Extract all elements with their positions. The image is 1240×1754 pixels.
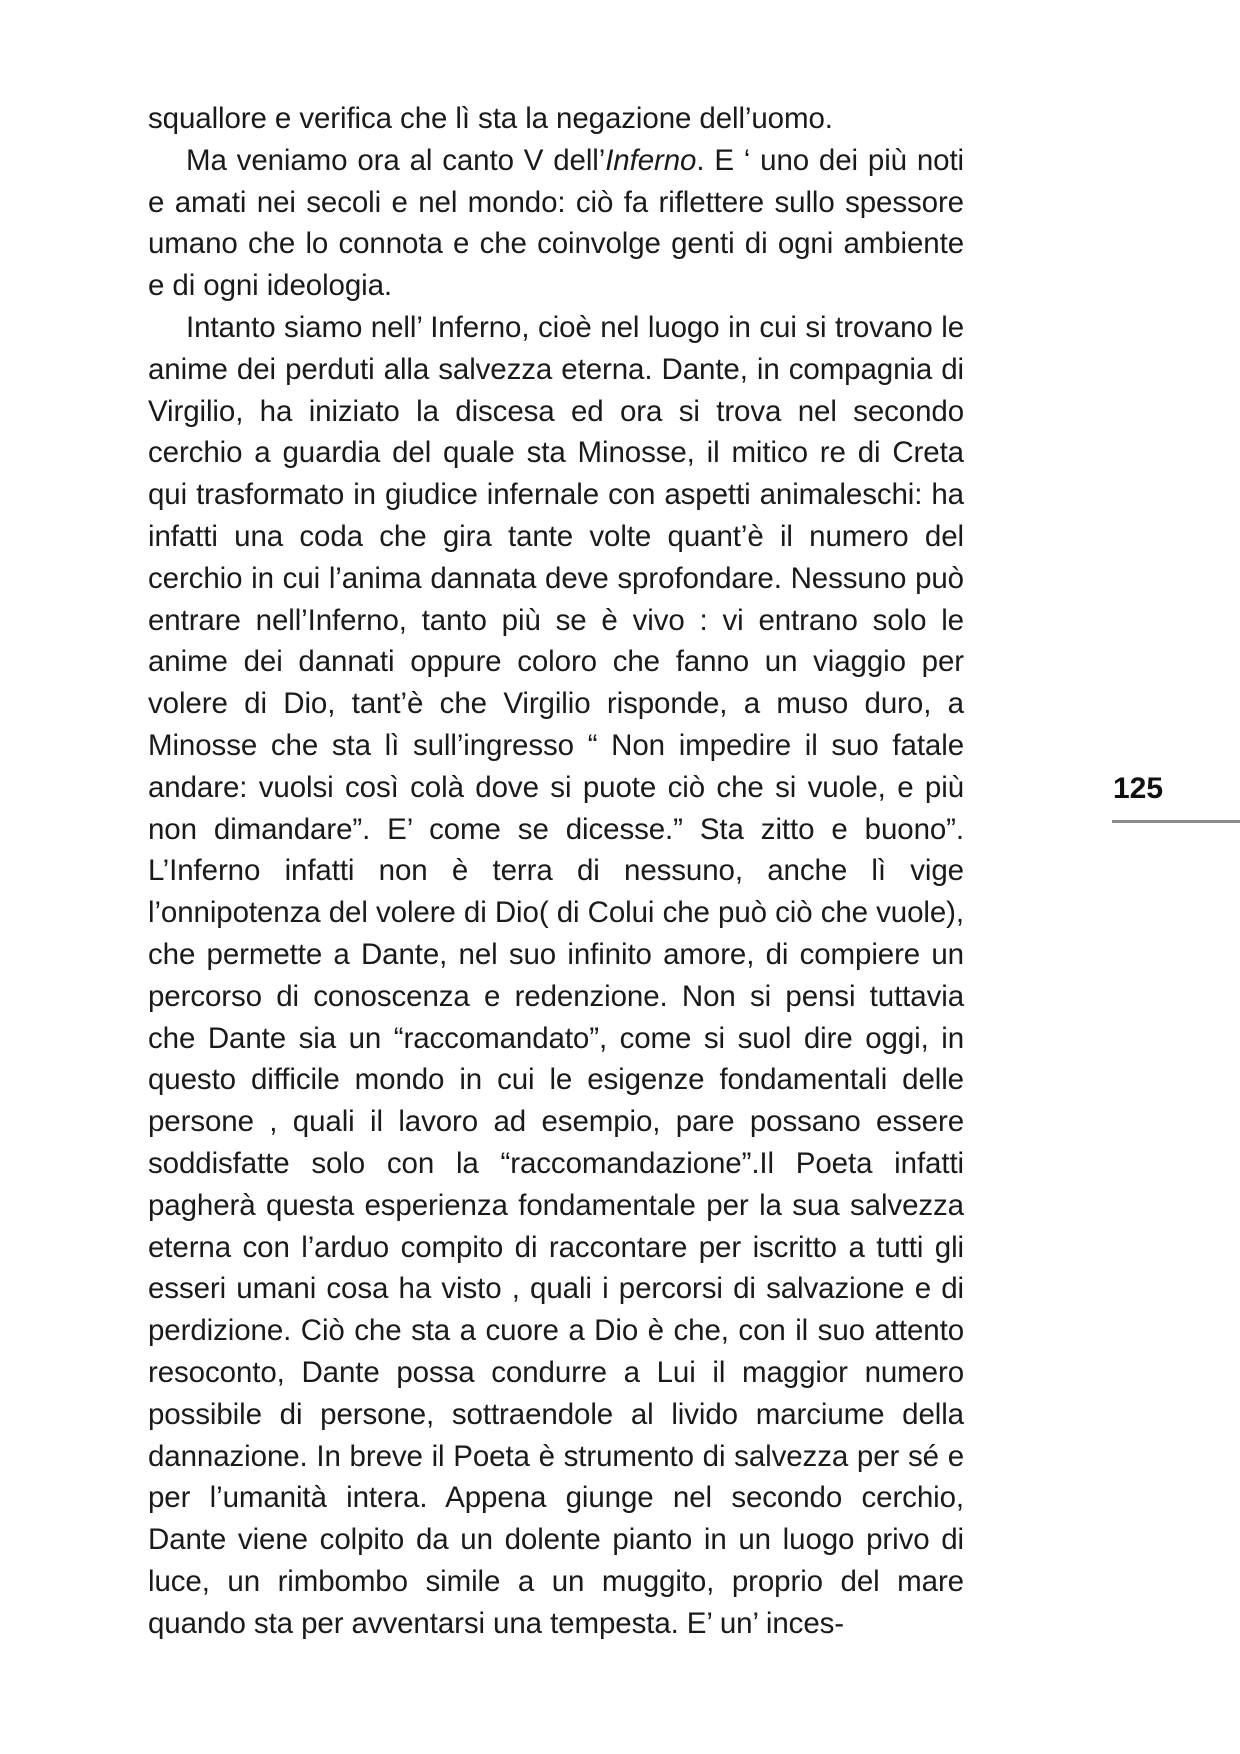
paragraph-3: Intanto siamo nell’ Inferno, cioè nel luogo in cui si trovano le anime dei perduti alla salvezza eterna. Dante, in compagnia di Virgilio, ha iniziato la discesa ed ora si trova nel secondo cerchio a guardia del quale sta Minosse, il mitico re di Creta qui trasformato in giudice infernale con aspetti animaleschi: ha infatti una coda che gira tante volte quant’è il numero del cerchio in cui l’anima dannata deve sprofondare. Nessuno può entrare nell’Inferno, tanto più se è vivo : vi entrano solo le anime dei dannati oppure coloro che fanno un viaggio per volere di Dio, tant’è che Virgilio risponde, a muso duro, a Minosse che sta lì sull’ingresso “ Non impedire il suo fatale andare: vuolsi così colà dove si puote ciò che si vuole, e più non dimandare”. E’ come se dicesse.” Sta zitto e buono”. L’Inferno infatti non è terra di nessuno, anche lì vige l’onnipotenza del volere di Dio( di Colui che può ciò che vuole), che permette a Dante, nel suo infinito amore, di compiere un percorso di conoscenza e redenzione. Non si pensi tuttavia che Dante sia un “raccomandato”, come si suol dire oggi, in questo difficile mondo in cui le esigenze fondamentali delle persone , quali il lavoro ad esempio, pare possano essere soddisfatte solo con la “raccomandazione”.Il Poeta infatti pagherà questa esperienza fondamentale per la sua salvezza eterna con l’arduo compito di raccontare per iscritto a tutti gli esseri umani cosa ha visto , quali i percorsi di salvazione e di perdizione. Ciò che sta a cuore a Dio è che, con il suo attento resoconto, Dante possa condurre a Lui il maggior numero possibile di persone, sottraendole al livido marciume della dannazione. In breve il Poeta è strumento di salvezza per sé e per l’umanità intera. Appena giunge nel secondo cerchio, Dante viene colpito da un dolente pianto in un luogo privo di luce, un rimbombo simile a un muggito, proprio del mare quando sta per avventarsi una tempesta. E’ un’ inces- <box>148 310 964 1640</box>
paragraph-2-italic-title: Inferno <box>605 143 697 177</box>
paragraph-2-run-2: . E ‘ uno dei più noti e amati nei secoli e nel mondo: ciò fa riflettere sullo spessore umano che lo connota e che coinvolge genti di ogni ambiente e di ogni ideologia. <box>148 143 964 303</box>
paragraph-2-run-1: Ma veniamo ora al canto V dell’ <box>186 143 606 177</box>
page-number-rule <box>1112 820 1240 823</box>
body-text-column <box>148 98 964 1644</box>
page-number: 125 <box>1113 772 1164 805</box>
paragraph-1: squallore e verifica che lì sta la negazione dell’uomo. <box>148 102 833 135</box>
paragraph-2 <box>148 140 964 307</box>
